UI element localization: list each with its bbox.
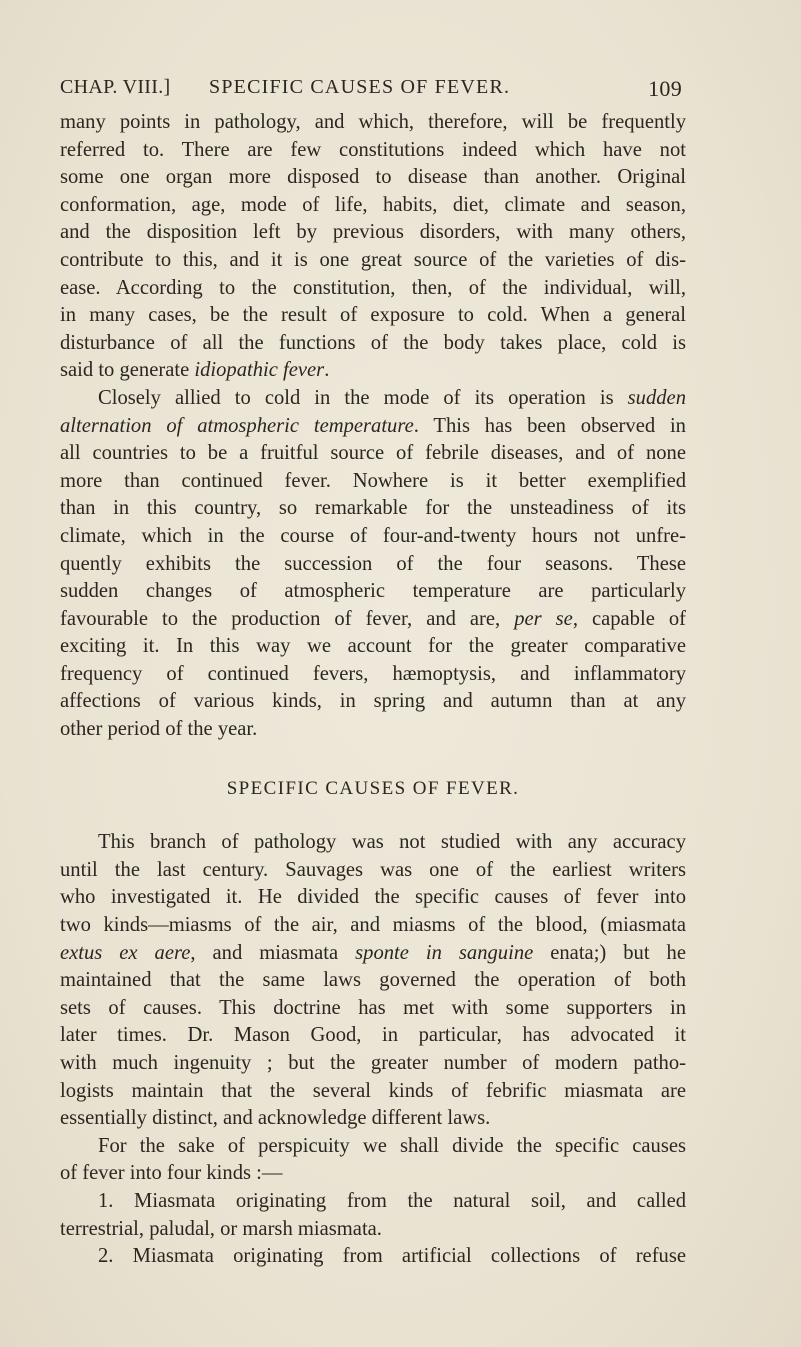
page-body xyxy=(60,109,686,1271)
text-line: frequency of continued fevers, hæmoptysis, and inflammatory xyxy=(60,662,686,685)
page-number: 109 xyxy=(648,76,682,101)
text-line xyxy=(60,940,686,968)
text-line: 1. Miasmata originating from the natural soil, and called xyxy=(98,1189,686,1212)
paragraph-temperature xyxy=(60,385,686,744)
list-item-terrestrial xyxy=(60,1188,686,1243)
text-line xyxy=(60,606,686,634)
italic-term: extus ex aere xyxy=(60,941,191,964)
section-heading: SPECIFIC CAUSES OF FEVER. xyxy=(226,777,520,799)
text-line: more than continued fever. Nowhere is it better exemplified xyxy=(60,469,686,492)
text-run: said to generate xyxy=(60,359,195,382)
text-line xyxy=(60,357,686,385)
list-item-artificial xyxy=(60,1243,686,1271)
text-line: who investigated it. He divided the specific causes of fever into xyxy=(60,886,686,909)
text-line: than in this country, so remarkable for the unsteadiness of its xyxy=(60,497,686,520)
text-line: referred to. There are few constitutions indeed which have not xyxy=(60,138,686,161)
text-line: sets of causes. This doctrine has met with some supporters in xyxy=(60,996,686,1019)
text-line: sudden changes of atmospheric temperature are particularly xyxy=(60,580,686,603)
text-run: , capable of xyxy=(572,607,686,630)
text-run: . This has been observed in xyxy=(413,414,686,437)
text-line: in many cases, be the result of exposure to cold. When a general xyxy=(60,304,686,327)
text-line: essentially distinct, and acknowledge different laws. xyxy=(60,1107,491,1130)
italic-term: alternation of atmospheric temperature xyxy=(60,414,414,437)
text-line: disturbance of all the functions of the body takes place, cold is xyxy=(60,331,686,354)
text-line: This branch of pathology was not studied with any accuracy xyxy=(98,831,686,854)
paragraph-constitutions xyxy=(60,109,686,385)
text-line: quently exhibits the succession of the four seasons. These xyxy=(60,552,686,575)
text-line xyxy=(60,385,686,413)
text-line: ease. According to the constitution, then, of the individual, will, xyxy=(60,276,686,299)
text-run: favourable to the production of fever, and are, xyxy=(60,607,515,630)
text-line: logists maintain that the several kinds of febrific miasmata are xyxy=(60,1079,686,1102)
text-line: terrestrial, paludal, or marsh miasmata. xyxy=(60,1217,382,1240)
italic-term: sponte in sanguine xyxy=(355,941,534,964)
text-line xyxy=(60,413,686,441)
text-line: exciting it. In this way we account for the greater comparative xyxy=(60,635,686,658)
text-run: Closely allied to cold in the mode of its operation is xyxy=(98,386,628,409)
text-line: contribute to this, and it is one great source of the varieties of dis- xyxy=(60,248,686,271)
paragraph-history xyxy=(60,829,686,1133)
text-line: until the last century. Sauvages was one of the earliest writers xyxy=(60,858,686,881)
text-line: and the disposition left by previous disorders, with many others, xyxy=(60,221,686,244)
chapter-label: CHAP. VIII.] xyxy=(60,76,171,98)
text-run: , and miasmata xyxy=(190,941,356,964)
running-title: SPECIFIC CAUSES OF FEVER. xyxy=(209,76,511,98)
italic-term: per se xyxy=(514,607,573,630)
text-line: of fever into four kinds :— xyxy=(60,1162,283,1185)
text-line: affections of various kinds, in spring and autumn than at any xyxy=(60,690,686,713)
text-line: many points in pathology, and which, therefore, will be frequently xyxy=(60,111,686,133)
text-line: all countries to be a fruitful source of febrile diseases, and of none xyxy=(60,442,686,465)
text-line: maintained that the same laws governed the operation of both xyxy=(60,969,686,992)
text-line: other period of the year. xyxy=(60,718,258,741)
paragraph-division xyxy=(60,1133,686,1188)
running-header xyxy=(60,76,682,104)
text-line: 2. Miasmata originating from artificial collections of refuse xyxy=(98,1245,686,1268)
text-line: two kinds—miasms of the air, and miasms of the blood, (miasmata xyxy=(60,914,686,937)
text-run: . xyxy=(324,359,330,382)
text-line: conformation, age, mode of life, habits, diet, climate and season, xyxy=(60,193,686,216)
text-line: climate, which in the course of four-and-twenty hours not unfre- xyxy=(60,524,686,547)
text-line: with much ingenuity ; but the greater number of modern patho- xyxy=(60,1052,686,1074)
italic-term: sudden xyxy=(627,386,686,409)
text-line: some one organ more disposed to disease than another. Original xyxy=(60,166,686,189)
text-run: enata;) but he xyxy=(533,941,686,964)
text-line: For the sake of perspicuity we shall divide the specific causes xyxy=(98,1134,686,1157)
italic-term: idiopathic fever xyxy=(194,359,325,382)
text-line: later times. Dr. Mason Good, in particular, has advocated it xyxy=(60,1024,686,1047)
